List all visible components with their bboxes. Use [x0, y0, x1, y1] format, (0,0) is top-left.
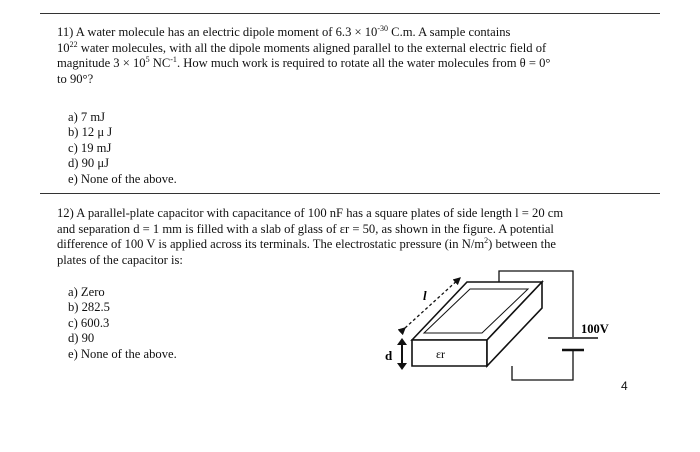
divider-rule — [40, 193, 660, 194]
option[interactable]: d) 90 μJ — [68, 156, 110, 171]
capacitor-figure — [380, 270, 640, 385]
option[interactable]: e) None of the above. — [68, 346, 177, 361]
option[interactable]: c) 600.3 — [68, 315, 110, 330]
dielectric-label: εr — [436, 347, 446, 361]
voltage-label: 100V — [581, 322, 609, 336]
question-11-text: 11) A water molecule has an electric dipole moment of $6.3 \times 10^{-30}$ C.m. A sample contains $10^{22}$ water molecules, with all the dipole moments aligned parallel to the external electric field of magnitude $3 \times 10^5$ $NC^{-1}$. How much work is required to rotate all the water molecules from θ = 0° to 90°? — [57, 24, 551, 86]
bottom-wire — [512, 350, 573, 380]
option[interactable]: b) 12 μ J — [68, 125, 113, 140]
option[interactable]: e) None of the above. — [68, 171, 177, 186]
option[interactable]: b) 282.5 — [68, 300, 110, 315]
separation-label: d — [385, 348, 393, 363]
slab-front-face — [412, 340, 487, 366]
top-rule — [40, 13, 660, 14]
question-12-options — [68, 285, 177, 362]
length-label: l — [423, 288, 427, 303]
option[interactable]: a) 7 mJ — [68, 110, 106, 124]
question-11-options — [68, 110, 177, 187]
page-number: 4 — [621, 379, 628, 393]
option[interactable]: d) 90 — [68, 331, 95, 346]
option[interactable]: a) Zero — [68, 285, 105, 299]
option[interactable]: c) 19 mJ — [68, 140, 112, 155]
question-12-text: 12) A parallel-plate capacitor with capacitance of 100 nF has a square plates of side length l = 20 cm and separation d = 1 mm is filled with a slab of glass of εr = 50, as shown in the figure. A potential difference of 100 V is applied across its terminals. The electrostatic pressure (in $N/m^2$) between the plates of the capacitor is: — [57, 206, 564, 267]
